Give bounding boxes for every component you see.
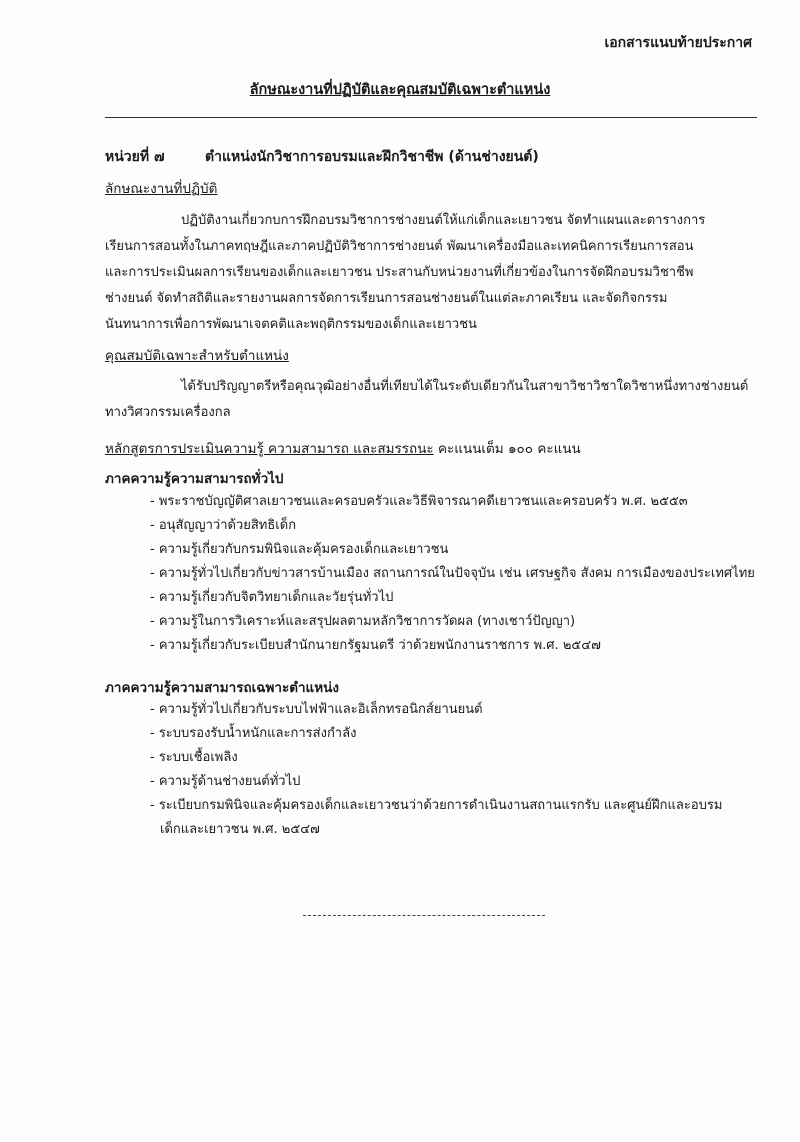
duties-line: ปฏิบัติงานเกี่ยวกบการฝึกอบรมวิชาการช่างยนต์ให้แก่เด็กและเยาวชน จัดทำแผนและตารางการ (181, 213, 706, 228)
list-item: - ความรู้ด้านช่างยนต์ทั่วไป (150, 774, 301, 789)
specific-knowledge-heading: ภาคความรู้ความสามารถเฉพาะตำแหน่ง (105, 680, 339, 696)
list-item: - ความรู้ในการวิเคราะห์และสรุปผลตามหลักวิชาการวัดผล (ทางเชาว์ปัญญา) (150, 614, 576, 629)
duties-line: นันทนาการเพื่อการพัฒนาเจตคติและพฤติกรรมของเด็กและเยาวชน (105, 317, 477, 332)
document-title (0, 78, 800, 101)
assessment-heading (105, 437, 581, 459)
document-title-text: ลักษณะงานที่ปฏิบัติและคุณสมบัติเฉพาะตำแหน่ง (249, 82, 551, 98)
assessment-heading-score: คะแนนเต็ม ๑๐๐ คะแนน (433, 441, 581, 457)
header-note: เอกสารแนบท้ายประกาศ (604, 35, 752, 51)
title-divider (105, 117, 757, 118)
unit-number: หน่วยที่ ๗ (105, 149, 165, 165)
unit-position: ตำแหน่งนักวิชาการอบรมและฝึกวิชาชีพ (ด้านช่างยนต์) (205, 149, 539, 165)
qualifications-heading: คุณสมบัติเฉพาะสำหรับตำแหน่ง (105, 348, 289, 364)
list-item: - อนุสัญญาว่าด้วยสิทธิเด็ก (150, 518, 297, 533)
unit-heading (105, 146, 539, 168)
list-item (150, 794, 760, 842)
list-item-text: - ระเบียบกรมพินิจและคุ้มครองเด็กและเยาวชนว่าด้วยการดำเนินงานสถานแรกรับ และศูนย์ฝึกและอบรม (150, 798, 723, 813)
list-item: - ระบบรองรับน้ำหนักและการส่งกำลัง (150, 726, 357, 741)
list-item: - ความรู้ทั่วไปเกี่ยวกับข่าวสารบ้านเมือง สถานการณ์ในปัจจุบัน เช่น เศรษฐกิจ สังคม การเมืองของประเทศไทย (150, 566, 755, 581)
qualifications-paragraph (105, 374, 757, 426)
qualifications-line: ทางวิศวกรรมเครื่องกล (105, 405, 231, 420)
duties-paragraph (105, 208, 757, 338)
general-knowledge-list (150, 490, 760, 658)
list-item: - ระบบเชื้อเพลิง (150, 750, 238, 765)
list-item: - ความรู้เกี่ยวกับจิตวิทยาเด็กและวัยรุ่นทั่วไป (150, 590, 394, 605)
specific-knowledge-list (150, 698, 760, 842)
list-item: - ความรู้ทั่วไปเกี่ยวกับระบบไฟฟ้าและอิเล็กทรอนิกส์ยานยนต์ (150, 702, 483, 717)
duties-heading: ลักษณะงานที่ปฏิบัติ (105, 181, 218, 197)
end-divider (303, 915, 545, 916)
duties-line: เรียนการสอนทั้งในภาคทฤษฎีและภาคปฏิบัติวิชาการช่างยนต์ พัฒนาเครื่องมือและเทคนิคการเรียนการสอน (105, 239, 694, 254)
list-item: - พระราชบัญญัติศาลเยาวชนและครอบครัวและวิธีพิจารณาคดีเยาวชนและครอบครัว พ.ศ. ๒๕๕๓ (150, 494, 688, 509)
list-item: - ความรู้เกี่ยวกับกรมพินิจและคุ้มครองเด็กและเยาวชน (150, 542, 449, 557)
list-item-continuation: เด็กและเยาวชน พ.ศ. ๒๕๔๗ (160, 822, 320, 837)
qualifications-line: ได้รับปริญญาตรีหรือคุณวุฒิอย่างอื่นที่เทียบได้ในระดับเดียวกันในสาขาวิชาวิชาใดวิชาหนึ่งทางช่างยนต์ (181, 379, 749, 394)
duties-line: และการประเมินผลการเรียนของเด็กและเยาวชน ประสานกับหน่วยงานที่เกี่ยวข้องในการจัดฝึกอบรมวิชาชีพ (105, 265, 694, 280)
list-item: - ความรู้เกี่ยวกับระเบียบสำนักนายกรัฐมนตรี ว่าด้วยพนักงานราชการ พ.ศ. ๒๕๔๗ (150, 638, 601, 653)
general-knowledge-heading: ภาคความรู้ความสามารถทั่วไป (105, 471, 284, 487)
duties-line: ช่างยนต์ จัดทำสถิติและรายงานผลการจัดการเรียนการสอนช่างยนต์ในแต่ละภาคเรียน และจัดกิจกรรม (105, 291, 668, 306)
assessment-heading-underlined: หลักสูตรการประเมินความรู้ ความสามารถ และสมรรถนะ (105, 441, 434, 457)
